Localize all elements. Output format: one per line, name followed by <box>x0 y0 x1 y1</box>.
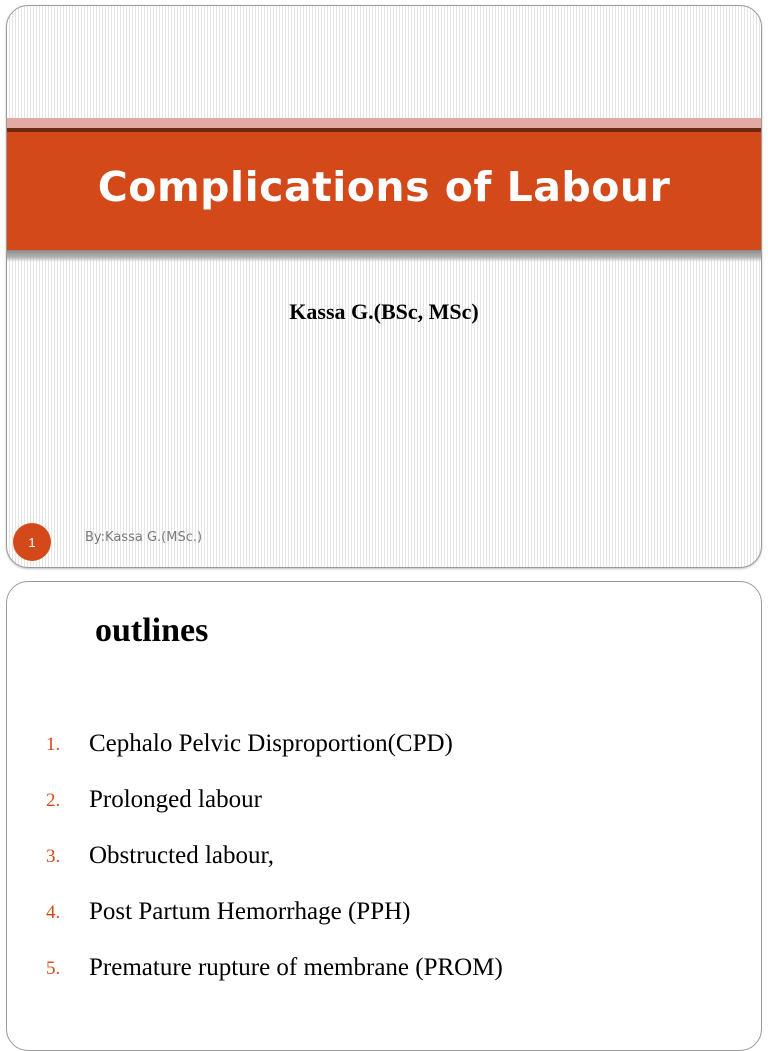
list-item-number: 2. <box>46 790 61 811</box>
slide-title: Complications of Labour <box>97 163 671 211</box>
list-item-text: Cephalo Pelvic Disproportion(CPD) <box>89 730 453 757</box>
list-item-text: Prolonged labour <box>89 786 262 813</box>
page-number-badge <box>13 523 51 561</box>
list-item-text: Obstructed labour, <box>89 842 275 869</box>
list-item-text: Premature rupture of membrane (PROM) <box>89 954 503 981</box>
list-item-number: 4. <box>46 902 61 923</box>
outline-slide <box>6 581 762 1051</box>
title-slide <box>6 5 762 568</box>
title-band-top-strip <box>7 118 761 128</box>
slide-footer: By:Kassa G.(MSc.) <box>85 530 203 545</box>
list-item-number: 1. <box>46 734 61 755</box>
list-item-number: 3. <box>46 846 61 867</box>
page-number: 1 <box>28 534 36 550</box>
outline-heading: outlines <box>95 612 209 649</box>
title-band <box>7 132 761 250</box>
title-band-shadow <box>7 250 761 262</box>
list-item-number: 5. <box>46 958 61 979</box>
list-item-text: Post Partum Hemorrhage (PPH) <box>89 898 411 925</box>
author-line: Kassa G.(BSc, MSc) <box>289 299 479 324</box>
